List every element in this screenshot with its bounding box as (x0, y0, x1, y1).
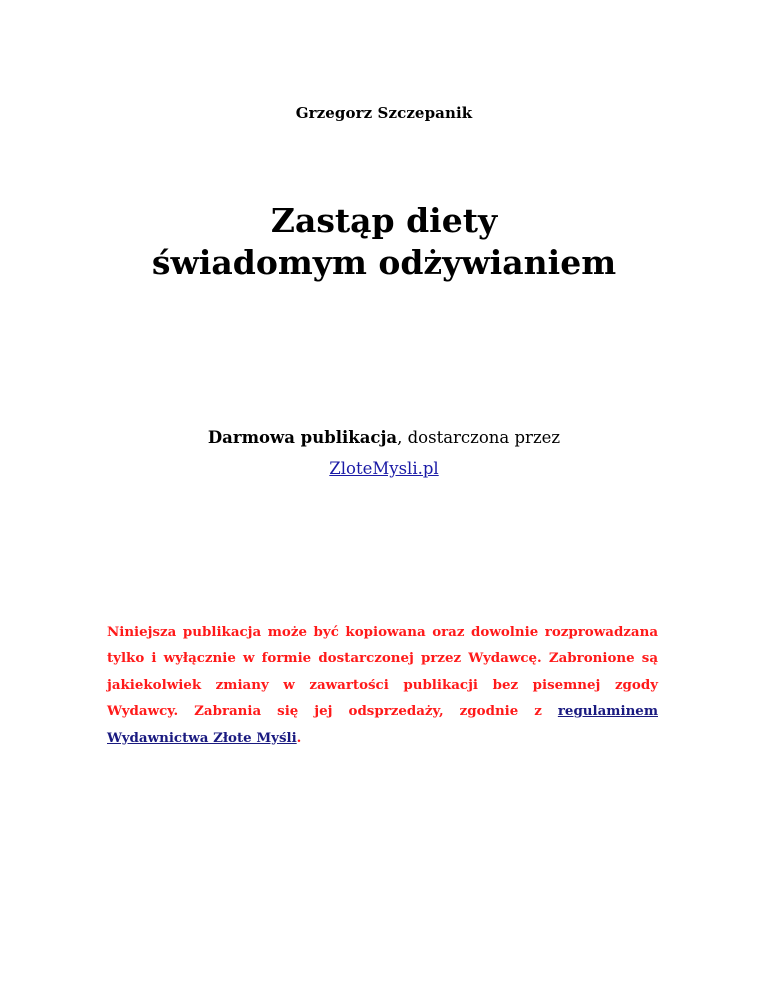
publisher-site-link[interactable]: ZloteMysli.pl (329, 459, 439, 478)
terms-link[interactable]: regulaminem Wydawnictwa Złote Myśli (107, 703, 658, 746)
author-name: Grzegorz Szczepanik (295, 104, 473, 122)
title-line-2: świadomym odżywianiem (151, 243, 617, 282)
site-line (0, 459, 768, 478)
free-publication-rest: , dostarczona przez (397, 428, 561, 447)
free-publication-label: Darmowa publikacja (207, 428, 398, 447)
free-publication-line (0, 428, 768, 447)
notice-end: . (296, 729, 302, 746)
copyright-notice (107, 619, 658, 751)
book-title (0, 200, 768, 284)
notice-text: Niniejsza publikacja może być kopiowana oraz dowolnie rozprowadzana tylko i wyłącznie w formie dostarczonej przez Wydawcę. Zabronione są jakiekolwiek zmiany w zawartości publikacji bez pisemnej zgody Wydawcy. Zabrania się jej odsprzedaży, zgodnie z (107, 624, 658, 720)
title-line-1: Zastąp diety (270, 201, 498, 240)
